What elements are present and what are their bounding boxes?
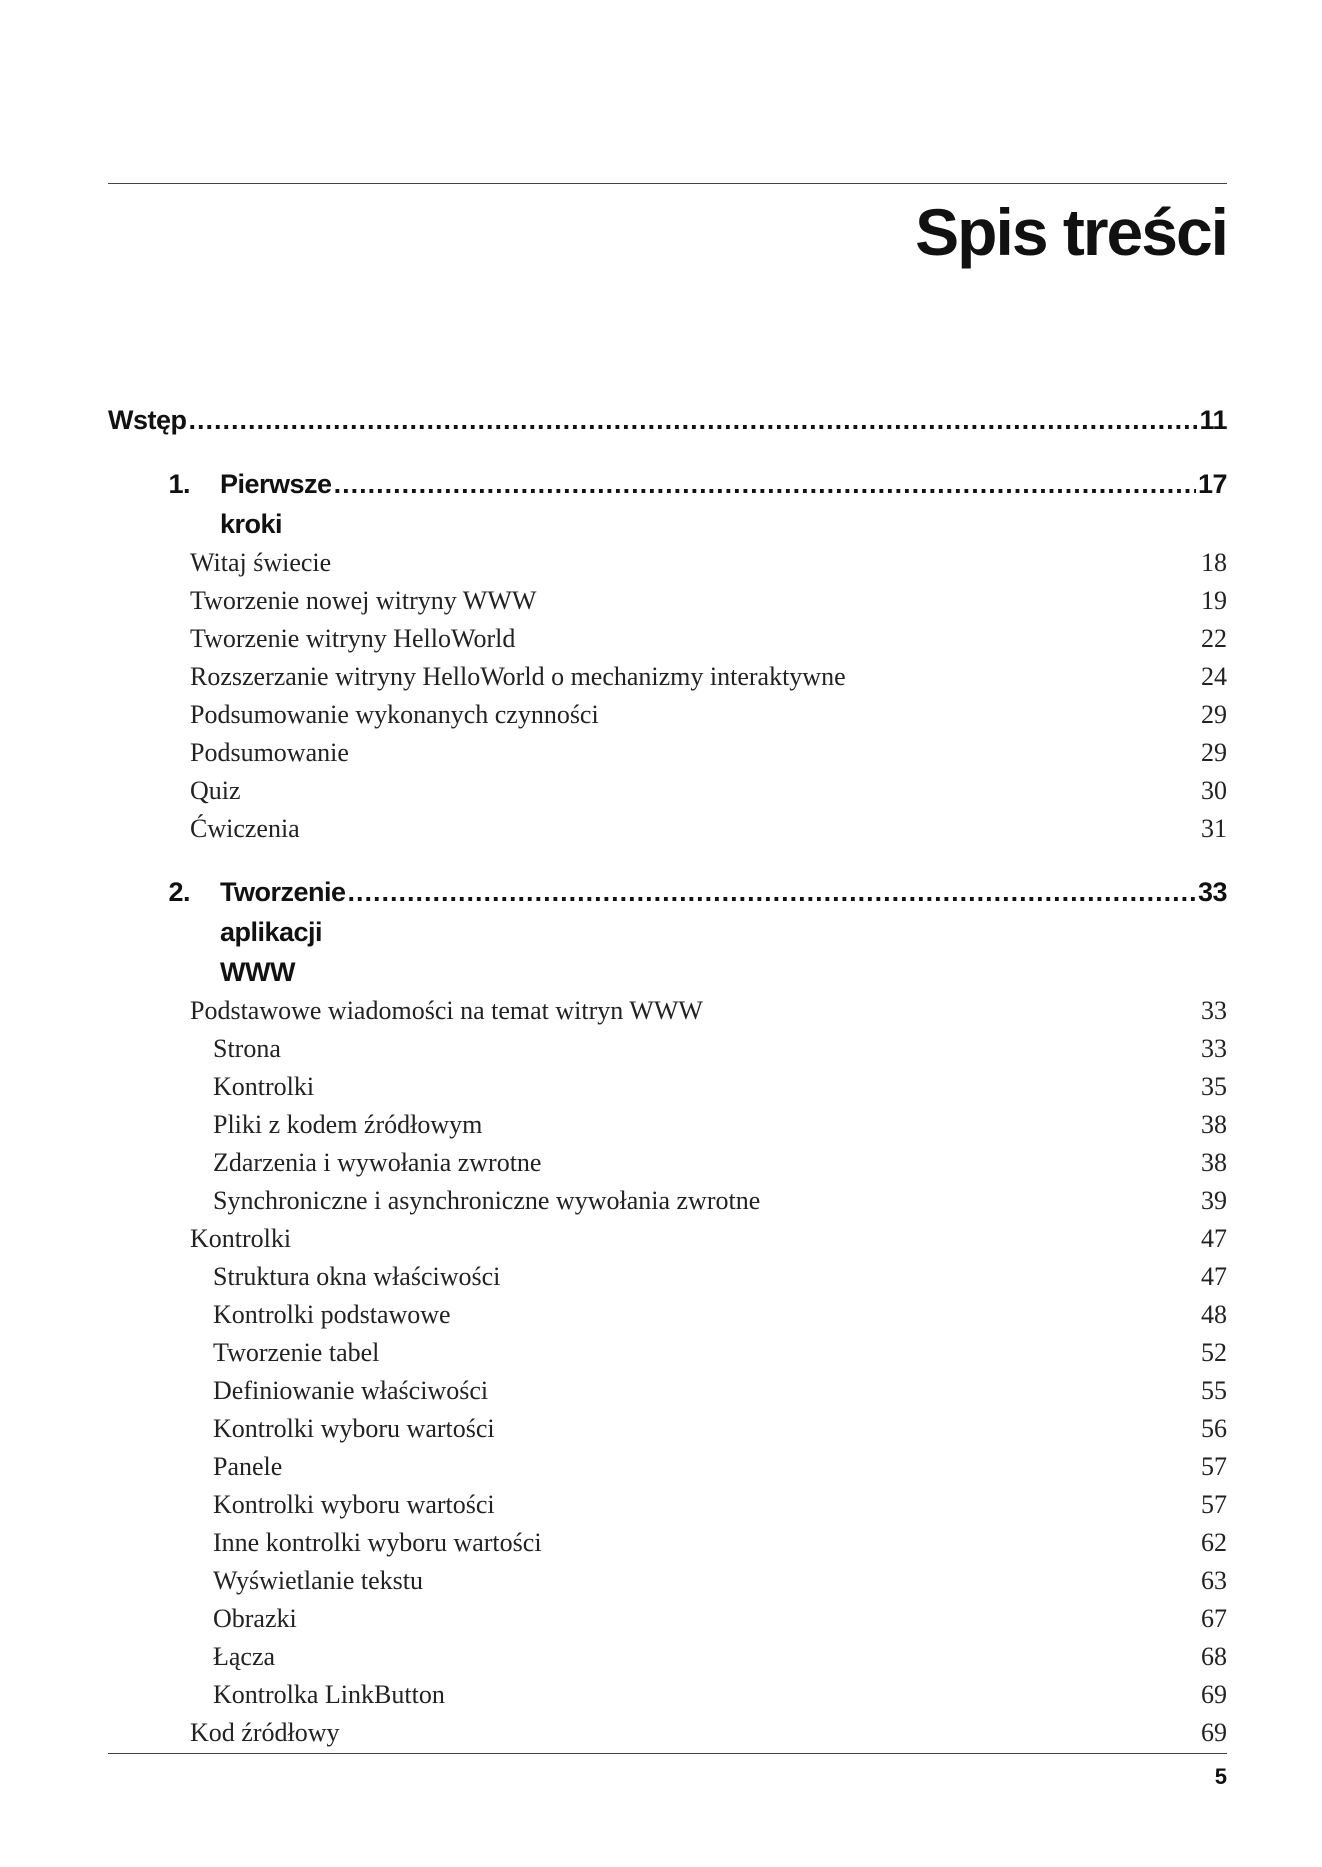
toc-entry[interactable] xyxy=(108,1296,1227,1334)
bottom-rule xyxy=(108,1753,1227,1754)
entry-page: 31 xyxy=(1201,814,1227,843)
entry-title: Obrazki xyxy=(213,1604,297,1633)
entry-title: Ćwiczenia xyxy=(190,814,300,843)
entry-title: Podstawowe wiadomości na temat witryn WWW xyxy=(190,996,703,1025)
entry-title: Quiz xyxy=(190,776,241,805)
toc-entry[interactable] xyxy=(108,658,1227,696)
toc-preface[interactable] xyxy=(108,400,1227,440)
toc-entry[interactable] xyxy=(108,1524,1227,1562)
entry-title: Tworzenie tabel xyxy=(213,1338,380,1367)
chapter-title: Pierwsze kroki xyxy=(220,469,332,539)
toc-entry[interactable] xyxy=(108,810,1227,848)
entry-title: Struktura okna właściwości xyxy=(213,1262,501,1291)
entry-page: 47 xyxy=(1201,1262,1227,1291)
toc-entry[interactable] xyxy=(108,1144,1227,1182)
entry-page: 19 xyxy=(1201,586,1227,615)
chapter-number: 1. xyxy=(168,469,190,499)
entry-page: 69 xyxy=(1201,1718,1227,1747)
chapter-page: 33 xyxy=(1197,877,1227,907)
entry-title: Inne kontrolki wyboru wartości xyxy=(213,1528,542,1557)
entry-title: Kontrolki podstawowe xyxy=(213,1300,451,1329)
toc-entry[interactable] xyxy=(108,734,1227,772)
entry-title: Tworzenie nowej witryny WWW xyxy=(190,586,537,615)
toc-entry[interactable] xyxy=(108,1068,1227,1106)
entry-page: 48 xyxy=(1201,1300,1227,1329)
toc-entry[interactable] xyxy=(108,1676,1227,1714)
toc-entry[interactable] xyxy=(108,1410,1227,1448)
entry-title: Kontrolki xyxy=(190,1224,292,1253)
entry-page: 38 xyxy=(1201,1110,1227,1139)
entry-page: 47 xyxy=(1201,1224,1227,1253)
entry-title: Łącza xyxy=(213,1642,276,1671)
toc-entry[interactable] xyxy=(108,1714,1227,1752)
entry-page: 68 xyxy=(1201,1642,1227,1671)
entry-title: Zdarzenia i wywołania zwrotne xyxy=(213,1148,542,1177)
entry-page: 22 xyxy=(1201,624,1227,653)
toc-entry[interactable] xyxy=(108,992,1227,1030)
toc-entry[interactable] xyxy=(108,1106,1227,1144)
chapter-list xyxy=(108,464,1227,1752)
entry-title: Kontrolki wyboru wartości xyxy=(213,1490,495,1519)
toc-entry[interactable] xyxy=(108,1220,1227,1258)
page-number: 5 xyxy=(1214,1764,1227,1789)
entry-title: Pliki z kodem źródłowym xyxy=(213,1110,483,1139)
toc-entry[interactable] xyxy=(108,1334,1227,1372)
page-title: Spis treści xyxy=(915,195,1227,269)
toc-entry[interactable] xyxy=(108,620,1227,658)
toc-entry[interactable] xyxy=(108,1182,1227,1220)
entry-page: 29 xyxy=(1201,738,1227,767)
entry-page: 24 xyxy=(1201,662,1227,691)
entry-page: 35 xyxy=(1201,1072,1227,1101)
entry-page: 29 xyxy=(1201,700,1227,729)
toc-entry[interactable] xyxy=(108,1030,1227,1068)
entry-title: Witaj świecie xyxy=(190,548,332,577)
table-of-contents xyxy=(108,400,1227,1752)
entry-title: Podsumowanie wykonanych czynności xyxy=(190,700,599,729)
preface-page: 11 xyxy=(1199,405,1227,435)
toc-entry[interactable] xyxy=(108,1562,1227,1600)
entry-page: 63 xyxy=(1201,1566,1227,1595)
entry-page: 33 xyxy=(1201,1034,1227,1063)
dot-leader xyxy=(334,464,1196,504)
toc-entry[interactable] xyxy=(108,1372,1227,1410)
toc-entry[interactable] xyxy=(108,772,1227,810)
entry-title: Synchroniczne i asynchroniczne wywołania zwrotne xyxy=(213,1186,761,1215)
entry-title: Tworzenie witryny HelloWorld xyxy=(190,624,516,653)
chapter-page: 17 xyxy=(1197,469,1227,499)
toc-entry[interactable] xyxy=(108,1638,1227,1676)
toc-entry[interactable] xyxy=(108,696,1227,734)
entry-page: 56 xyxy=(1201,1414,1227,1443)
entry-title: Definiowanie właściwości xyxy=(213,1376,489,1405)
entry-title: Kontrolki xyxy=(213,1072,315,1101)
entry-title: Kontrolka LinkButton xyxy=(213,1680,445,1709)
entry-page: 39 xyxy=(1201,1186,1227,1215)
toc-entry[interactable] xyxy=(108,544,1227,582)
entry-title: Panele xyxy=(213,1452,283,1481)
toc-entry[interactable] xyxy=(108,1448,1227,1486)
entry-page: 55 xyxy=(1201,1376,1227,1405)
toc-chapter-2[interactable] xyxy=(108,872,1227,992)
dot-leader xyxy=(189,400,1198,440)
entry-page: 69 xyxy=(1201,1680,1227,1709)
entry-page: 52 xyxy=(1201,1338,1227,1367)
top-rule xyxy=(108,183,1227,184)
entry-page: 62 xyxy=(1201,1528,1227,1557)
toc-entry[interactable] xyxy=(108,582,1227,620)
dot-leader xyxy=(348,872,1196,912)
toc-chapter-1[interactable] xyxy=(108,464,1227,544)
entry-title: Podsumowanie xyxy=(190,738,349,767)
chapter-title: Tworzenie aplikacji WWW xyxy=(220,877,346,987)
chapter-number: 2. xyxy=(168,877,190,907)
entry-page: 38 xyxy=(1201,1148,1227,1177)
entry-page: 67 xyxy=(1201,1604,1227,1633)
entry-title: Wyświetlanie tekstu xyxy=(213,1566,423,1595)
entry-title: Kontrolki wyboru wartości xyxy=(213,1414,495,1443)
entry-page: 18 xyxy=(1201,548,1227,577)
entry-title: Rozszerzanie witryny HelloWorld o mechanizmy interaktywne xyxy=(190,662,846,691)
entry-title: Strona xyxy=(213,1034,281,1063)
toc-entry[interactable] xyxy=(108,1486,1227,1524)
entry-page: 57 xyxy=(1201,1452,1227,1481)
entry-page: 57 xyxy=(1201,1490,1227,1519)
toc-entry[interactable] xyxy=(108,1600,1227,1638)
entry-title: Kod źródłowy xyxy=(190,1718,340,1747)
entry-page: 33 xyxy=(1201,996,1227,1025)
entry-page: 30 xyxy=(1201,776,1227,805)
preface-title: Wstęp xyxy=(108,405,187,435)
toc-entry[interactable] xyxy=(108,1258,1227,1296)
